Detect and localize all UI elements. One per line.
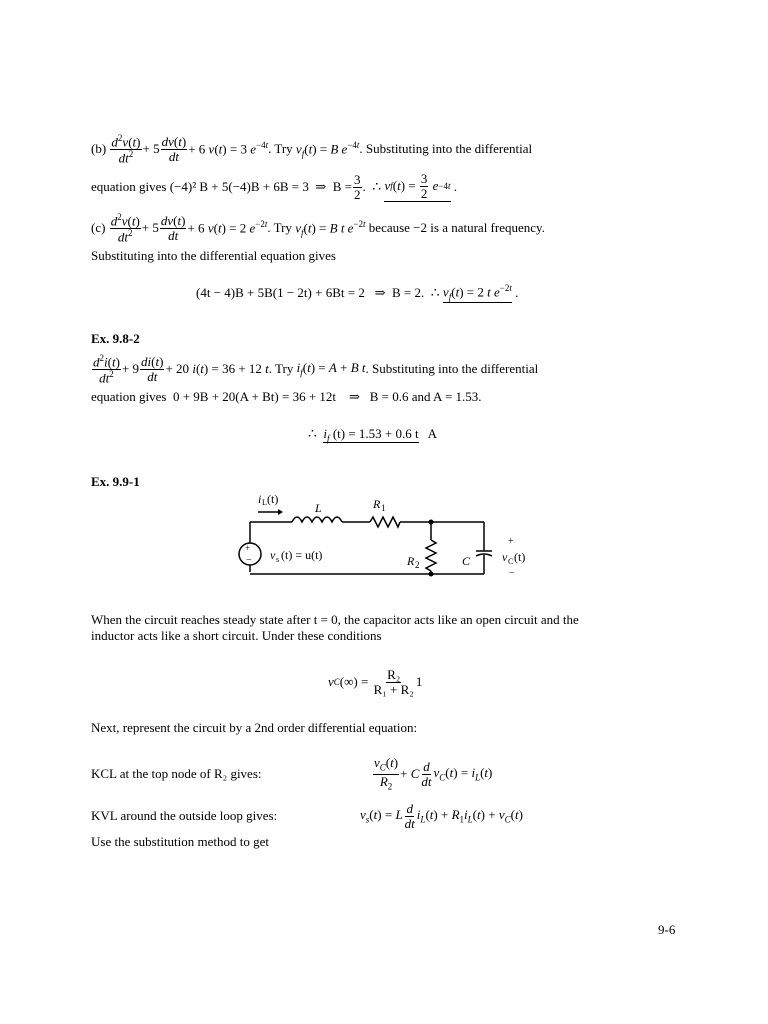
part-c-because: because −2 is a natural frequency. <box>368 220 545 235</box>
vc-label: v <box>502 550 508 564</box>
resistor-r1 <box>370 517 400 527</box>
part-c-label: (c) <box>91 220 106 235</box>
resistor-r2 <box>426 540 436 571</box>
svg-text:−: − <box>246 555 252 566</box>
vc-infinity-eq: v C (∞) = $\frac{\text{R₂}}{\text{R₁ + R₂}}$ 1 <box>328 666 423 697</box>
part-b-line2-prefix: equation gives <box>91 179 167 194</box>
part-b-sub: . Substituting into the differential <box>359 141 533 156</box>
svg-text:1: 1 <box>381 503 386 513</box>
ex-982-sub: . Substituting into the differential <box>365 361 539 376</box>
implies-symbol: ⇒ <box>349 389 360 404</box>
svg-text:−: − <box>509 568 515 579</box>
kcl-text: KCL at the top node of R₂ gives: <box>91 766 262 781</box>
ex-982-line1: $\frac{d^2i(t)}{dt^2}$ + 9 $\frac{di(t)}{dt}$ + 20 i(t) = 36 + 12 t . Try $i_f(t) = A + B$ t . Substituting into the differential <box>93 352 539 385</box>
svg-text:s: s <box>276 555 280 564</box>
part-b-line2: equation gives (−4)² B + 5(−4)B + 6B = 3 ⇒ B = $\frac{3}{2}$ . ∴ v f ( t ) = $\frac{3}{2}$ e −4t . <box>91 170 458 202</box>
part-c-line2: Substituting into the differential equation gives <box>91 248 336 263</box>
ex-982-line2-eq: 0 + 9B + 20(A + Bt) = 36 + 12t <box>172 389 337 404</box>
ex-991-next: Next, represent the circuit by a 2nd order differential equation: <box>91 720 418 735</box>
svg-text:C: C <box>508 557 514 566</box>
ex-982-line2-prefix: equation gives <box>91 389 167 404</box>
il-label: i <box>258 492 262 506</box>
svg-text:(t): (t) <box>514 550 526 564</box>
kvl-eq: $v_s(t) = L$ $\frac{d}{dt}$ $i_L(t) + R_1i_L(t) + v_C(t)$ <box>360 800 523 831</box>
svg-text:L: L <box>262 498 267 507</box>
kcl-eq: $\frac{v_C(t)}{R_2}$ + C $\frac{d}{dt}$ $v_C(t) = i_L(t)$ <box>374 755 493 792</box>
svg-text:+: + <box>508 536 514 547</box>
use-text: Use the substitution method to get <box>91 834 270 849</box>
capacitor-label: C <box>462 554 471 568</box>
part-b-dv-frac: $\frac{dv(t)}{dt}$ <box>161 133 187 164</box>
vc-infinity-frac: $\frac{\text{R₂}}{\text{R₁ + R₂}}$ <box>373 666 414 697</box>
b-equals: B = <box>332 179 353 194</box>
svg-text:(t): (t) <box>267 492 279 506</box>
part-b-result: v f ( t ) = $\frac{3}{2}$ e −4t <box>384 170 451 201</box>
inductor <box>292 517 342 522</box>
svg-text:+: + <box>245 543 251 553</box>
part-b-label: (b) <box>91 141 107 156</box>
implies-symbol: ⇒ <box>315 179 327 194</box>
ex-991-para1: When the circuit reaches steady state after t = 0, the capacitor acts like an open circuit and the <box>91 612 579 627</box>
part-b-try: . Try <box>268 141 293 156</box>
svg-text:(t) = u(t): (t) = u(t) <box>281 548 323 562</box>
kvl-text: KVL around the outside loop gives: <box>91 808 278 823</box>
part-b-d2v-frac: $\frac{d^2v(t)}{dt^2}$ <box>111 132 141 165</box>
r1-label: R <box>373 497 381 511</box>
ex-982-final-eq: $i_f$ (t) = 1.53 + 0.6 t <box>323 426 419 444</box>
and-word: and <box>411 389 431 404</box>
part-c-result: $v_f(t) = 2$ t $e^{-2t}$ <box>442 282 512 302</box>
part-c-try: . Try <box>267 220 292 235</box>
ex-982-unit: A <box>427 426 438 441</box>
part-c-line3: (4t − 4)B + 5B(1 − 2t) + 6Bt = 2 ⇒ B = 2. ∴ $v_f(t) = 2$ t $e^{-2t}$ . <box>196 282 519 302</box>
page-number: 9-6 <box>658 922 676 937</box>
part-b-line1: (b) $\frac{d^2v(t)}{dt^2}$ + 5 $\frac{dv(t)}{dt}$ + 6 v(t) = 3 $e^{-4t}$ . Try $v_f(t) = B$ $e^{-4t}$ . Substituting into the differential <box>91 132 533 165</box>
ex-982-a-result: A = 1.53. <box>433 389 482 404</box>
b-value-frac: $\frac{3}{2}$ <box>354 171 361 202</box>
svg-text:2: 2 <box>415 560 420 570</box>
ex-982-b-result: B = 0.6 <box>369 389 409 404</box>
part-c-eq: (4t − 4)B + 5B(1 − 2t) + 6Bt = 2 <box>196 285 365 300</box>
ex-982-final: ∴ $i_f$ (t) = 1.53 + 0.6 t A <box>308 426 438 444</box>
implies-symbol: ⇒ <box>374 285 386 300</box>
inductor-label: L <box>315 501 322 515</box>
part-b-line2-eq: (−4)² B + 5(−4)B + 6B = 3 <box>169 179 309 194</box>
ex-991-heading: Ex. 9.9-1 <box>91 474 140 489</box>
vs-label: v <box>270 548 276 562</box>
ex-982-heading: Ex. 9.8-2 <box>91 331 140 346</box>
ex-982-try: . Try <box>268 361 294 376</box>
part-c-line1: (c) $\frac{d^2v(t)}{dt^2}$ + 5 $\frac{dv(t)}{dt}$ + 6 v(t) = 2 $e^{-2t}$ . Try $v_f(t) = B$ t $e^{-2t}$ because −2 is a natural frequency. <box>91 211 545 244</box>
circuit-diagram <box>236 488 526 580</box>
r2-label: R <box>407 554 415 568</box>
part-c-b-result: B = 2. <box>391 285 425 300</box>
ex-982-line2 <box>91 389 482 405</box>
ex-991-para1b: inductor acts like a short circuit. Under these conditions <box>91 628 382 643</box>
